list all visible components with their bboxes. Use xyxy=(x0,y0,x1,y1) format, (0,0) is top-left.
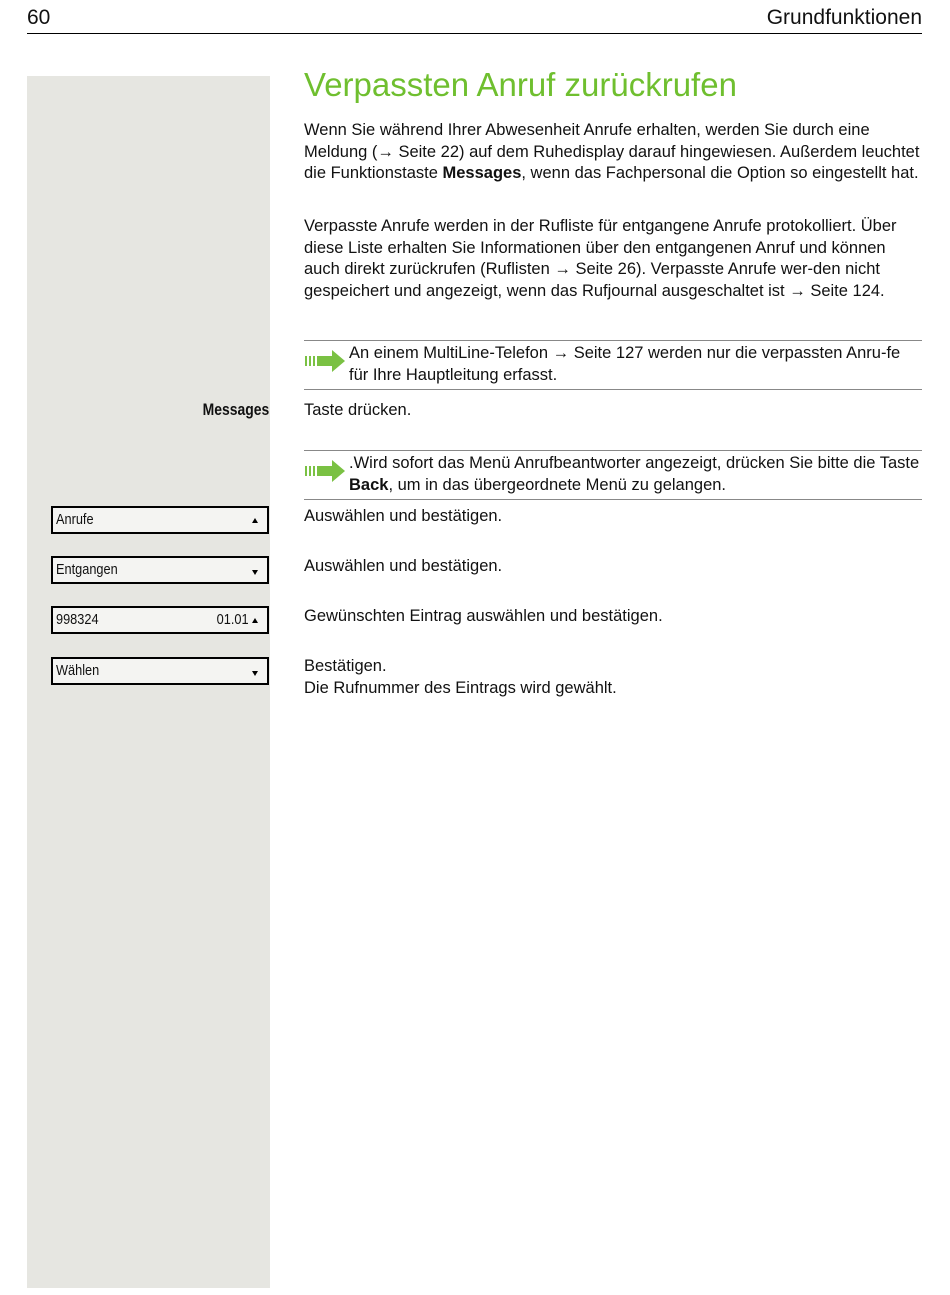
intro-paragraph xyxy=(304,120,922,185)
missed-calls-paragraph xyxy=(304,216,922,302)
note-text xyxy=(349,343,923,386)
text-run: .Wird sofort das Menü Anrufbeantworter angezeigt, drücken Sie bitte die Taste xyxy=(349,454,920,472)
text-run: Seite 124. xyxy=(805,281,885,300)
display-date: 01.01 xyxy=(217,611,249,628)
display-number: 998324 xyxy=(56,611,99,628)
step-select-confirm: Auswählen und bestätigen. xyxy=(304,557,503,575)
key-name: Back xyxy=(349,475,389,494)
messages-key-label: Messages xyxy=(202,400,269,419)
display-text: Wählen xyxy=(56,662,100,679)
note-arrow-icon xyxy=(304,348,346,374)
header-divider xyxy=(27,33,922,34)
section-title: Verpassten Anruf zurückrufen xyxy=(304,66,737,103)
display-text: Anrufe xyxy=(56,511,94,528)
down-arrow-icon xyxy=(252,570,258,575)
text-run: Seite 26). Verpasste Anrufe wer-den nicht gespeichert und angezeigt, wenn das Rufjournal ausgeschaltet ist xyxy=(304,260,880,300)
answering-machine-note xyxy=(304,450,922,500)
text-run: Seite 127 werden nur die verpassten Anru-fe für Ihre Hauptleitung erfasst. xyxy=(349,344,901,384)
display-item-entgangen[interactable] xyxy=(51,556,269,584)
step-select-entry: Gewünschten Eintrag auswählen und bestätigen. xyxy=(304,607,663,625)
chapter-title: Grundfunktionen xyxy=(766,6,922,29)
note-arrow-icon xyxy=(304,458,346,484)
up-arrow-icon xyxy=(252,618,258,623)
arrow-glyph: → xyxy=(377,142,394,161)
step-press-key: Taste drücken. xyxy=(304,401,412,419)
text-run: Verpasste Anrufe werden in der Rufliste für entgangene Anrufe protokolliert. Über diese Liste erhalten Sie Informationen über den entgangenen Anruf und können auch direkt zurückrufen (Ruflisten xyxy=(304,217,897,278)
display-text: Entgangen xyxy=(56,561,118,578)
text-run: An einem MultiLine-Telefon xyxy=(349,344,553,362)
display-item-anrufe[interactable] xyxy=(51,506,269,534)
display-item-entry[interactable] xyxy=(51,606,269,634)
step-line: Bestätigen. xyxy=(304,657,387,675)
text-run: , um in das übergeordnete Menü zu gelangen. xyxy=(388,475,727,494)
up-arrow-icon xyxy=(252,518,258,523)
arrow-glyph: → xyxy=(554,260,571,278)
down-arrow-icon xyxy=(252,671,258,676)
text-run: Wenn Sie während Ihrer Abwesenheit Anrufe erhalten, werden Sie durch eine Meldung ( xyxy=(304,121,870,161)
page-number: 60 xyxy=(27,6,51,29)
display-item-waehlen[interactable] xyxy=(51,657,269,685)
text-run: , wenn das Fachpersonal die Option so eingestellt hat. xyxy=(521,164,919,182)
step-line: Die Rufnummer des Eintrags wird gewählt. xyxy=(304,678,617,697)
arrow-glyph: → xyxy=(552,344,570,362)
step-select-confirm: Auswählen und bestätigen. xyxy=(304,507,503,525)
step-confirm xyxy=(304,656,617,699)
key-name: Messages xyxy=(442,164,522,182)
arrow-glyph: → xyxy=(789,281,806,300)
multiline-note xyxy=(304,340,922,390)
text-run: Seite 22) auf dem Ruhedisplay darauf hingewiesen. Außerdem leuchtet die Funktionstaste xyxy=(304,142,920,182)
note-text xyxy=(349,453,923,496)
